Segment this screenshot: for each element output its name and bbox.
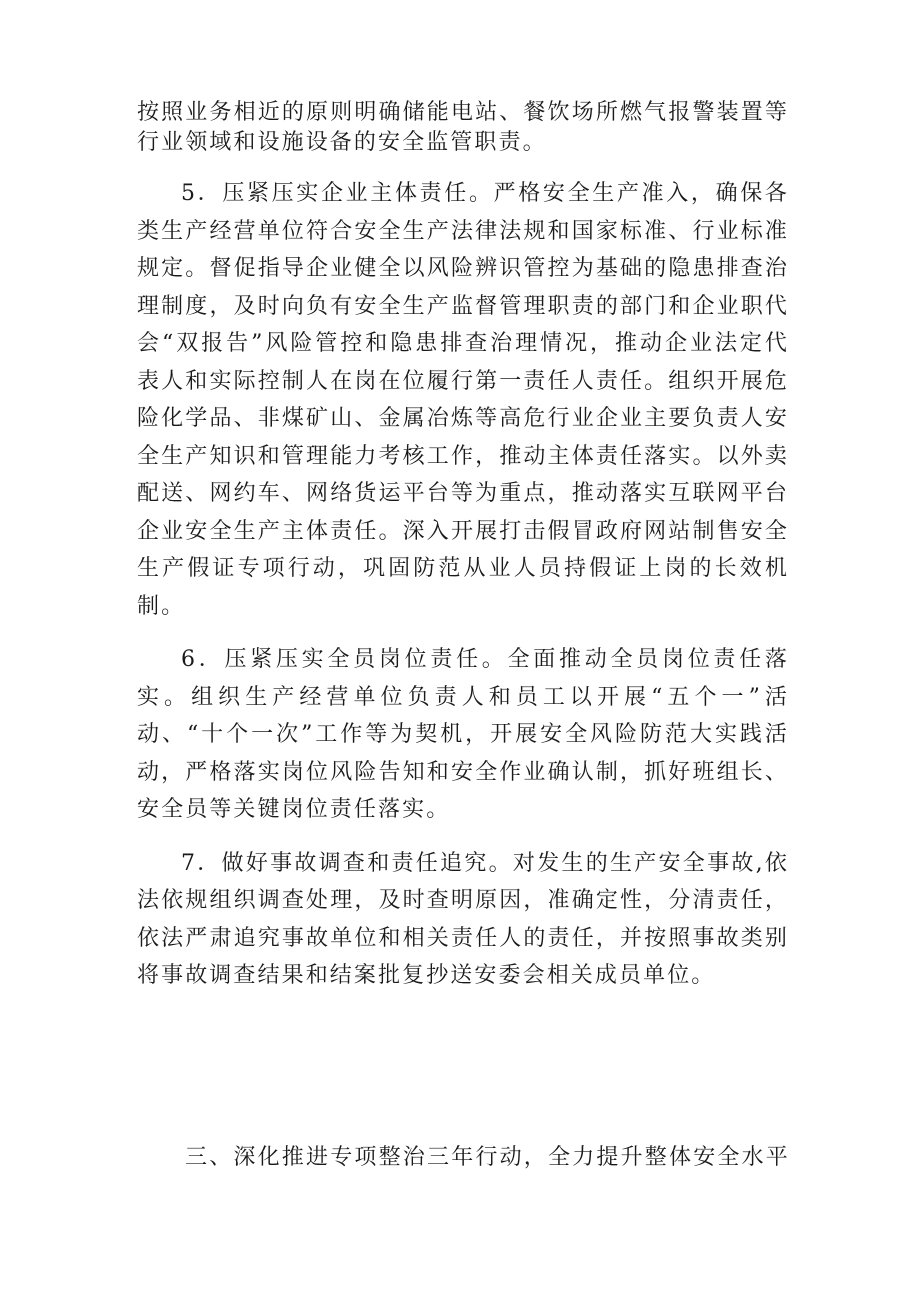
paragraph-continuation: 按照业务相近的原则明确储能电站、餐饮场所燃气报警装置等行业领域和设施设备的安全监管职责。 <box>137 100 789 155</box>
paragraph-item-6: 6．压紧压实全员岗位责任。全面推动全员岗位责任落实。组织生产经营单位负责人和员工以开展“五个一”活动、“十个一次”工作等为契机，开展安全风险防范大实践活动，严格落实岗位风险告知和安全作业确认制，抓好班组长、安全员等关键岗位责任落实。 <box>137 647 789 822</box>
document-body <box>137 98 789 995</box>
paragraph-item-5: 5．压紧压实企业主体责任。严格安全生产准入，确保各类生产经营单位符合安全生产法律法规和国家标准、行业标准规定。督促指导企业健全以风险辨识管控为基础的隐患排查治理制度，及时向负有安全生产监督管理职责的部门和企业职代会“双报告”风险管控和隐患排查治理情况，推动企业法定代表人和实际控制人在岗在位履行第一责任人责任。组织开展危险化学品、非煤矿山、金属冶炼等高危行业企业主要负责人安全生产知识和管理能力考核工作，推动主体责任落实。以外卖配送、网约车、网络货运平台等为重点，推动落实互联网平台企业安全生产主体责任。深入开展打击假冒政府网站制售安全生产假证专项行动，巩固防范从业人员持假证上岗的长效机制。 <box>137 181 789 619</box>
section-heading: 三、深化推进专项整治三年行动，全力提升整体安全水平 <box>185 1145 791 1170</box>
paragraph-item-7: 7．做好事故调查和责任追究。对发生的生产安全事故,依法依规组织调查处理，及时查明原因，准确定性，分清责任，依法严肃追究事故单位和相关责任人的责任，并按照事故类别将事故调查结果和结案批复抄送安委会相关成员单位。 <box>137 850 789 988</box>
